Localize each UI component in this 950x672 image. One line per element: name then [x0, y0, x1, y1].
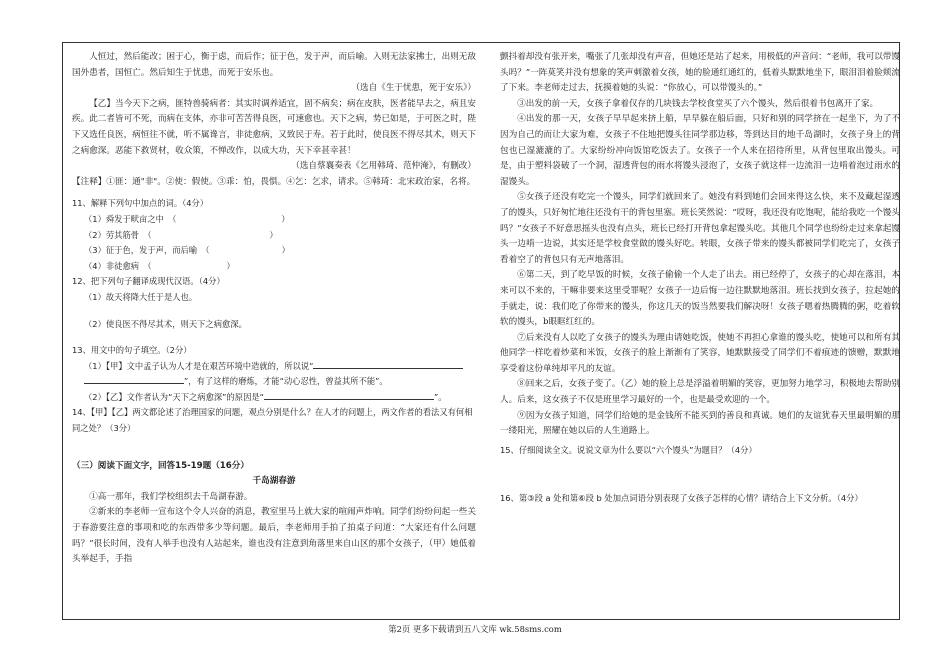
q13-item-2: （2）【乙】文作者认为“天下之病愈深”的原因是“ ”。: [84, 391, 447, 402]
question-13: 13、用文中的句子填空。（2分）: [72, 345, 192, 356]
story-para-4: ④出发的那一天，女孩子早早起来挤上船，早早躲在船后面，只好和别的同学挤在一起坐下，为了不因为自己的而让大家为难，女孩子不住地把馒头往同学那边移，等到达目的地千岛湖时，女孩子身上的背包也已湿漉漉的了。大家纷纷冲向饭馆吃饭去了。女孩子一个人来在招待所里，从背包里取出馒头。可是，由于塑料袋破了一个洞，湿透背包的雨水将馒头浸泡了，女孩子就这样一边流泪一边啃着泡过雨水的湿馒头。: [500, 114, 900, 187]
passage-b: 【乙】当今天下之病，匪特兽骑病者：其实时调养适宜，固不病矣；病在皮肤，医者能早去之，病且安疾。此二者皆可不死，而病在支体，亦非可苦苦得良医，可速愈也。天下之病，势已如是，于可医之时，陛下又选任良医，病恒往不就，听不属谗言，非徒愈病，又致民于寿。若于此时，使良医不得尽其术，则天下之病愈深。恶能下救贤材，收众策，不惮改作，以成大功，天下幸甚幸甚！: [72, 98, 476, 156]
q11-item-2: （2）劳其筋骨 （ ）: [84, 229, 278, 240]
q11-item-4: （4）非徒愈病 （ ）: [84, 260, 235, 271]
passage-b-source: （选自蔡襄奏表《乞用韩琦、范仲淹》，有删改）: [291, 161, 476, 172]
story-para-2: ②新来的李老师一宣布这个令人兴奋的消息，教室里马上就大家的喧闹声炸响。同学们纷纷问起一些关于春游要注意的事项和吃的东西带多少等问题。最后，李老师用手拍了拍桌子问道：“大家还有什么问题吗？”很长时间，没有人举手也没有人站起来，谁也没有注意到角落里来自山区的那个女孩子，（甲）她低着头举起手，手指: [72, 507, 477, 565]
question-15: 15、仔细阅读全文。说说文章为什么要以“六个馒头”为题目？（4分）: [500, 444, 757, 455]
section-3-heading: （三）阅读下面文字，回答15-19题（16分）: [72, 460, 249, 471]
right-column: [500, 50, 900, 507]
question-14: 14、【甲】【乙】两文都论述了治理国家的问题，观点分别是什么？在人才的问题上，两文作者的看法又有何相同之处？（3分）: [72, 407, 473, 434]
story-para-6: ⑥第二天，到了吃早饭的时候，女孩子偷偷一个人走了出去。雨已经停了，女孩子的心却在落泪，本来可以不来的，干嘛非要来这里受罪呢？女孩子一边后悔一边往默默地落泪。班长找到女孩子，拉起她的手就走，说：我们吃了你带来的馒头，你这几天的饭当然要我们解决呀！女孩子嗯着热腾腾的粥，吃着软软的馒头，b眼眶红红的。: [500, 270, 900, 328]
q12-item-2: （2）使良医不得尽其术，则天下之病愈深。: [84, 318, 247, 329]
question-12: 12、把下列句子翻译成现代汉语。（4分）: [72, 276, 225, 287]
q13-item-1: （1）【甲】文中孟子认为人才是在艰苦环境中造就的，所以说“: [84, 359, 476, 375]
story-para-9: ⑨因为女孩子知道，同学们给她的是金钱所不能买到的善良和真诚。她们的友谊犹春天里最明媚的那一缕阳光，照耀在她以后的人生道路上。: [500, 410, 900, 437]
story-para-7: ⑦后来没有人以吃了女孩子的馒头为理由请她吃饭，使她不再担心拿谁的馒头吃，使她可以和所有其他同学一样吃着炒菜和米饭，女孩子的脸上渐渐有了笑容，她默默接受了同学们不着痕迹的馈赠，默默地享受着这份单纯却平凡的友谊。: [500, 332, 900, 374]
passage-a-ending: 人恒过，然后能改；困于心，衡于虑，而后作；征于色，发于声，而后喻。入则无法家拂士，出则无敌国外患者，国恒亡。然后知生于忧患，而死于安乐也。: [72, 52, 476, 78]
story-para-1: ①高一那年，我们学校组织去千岛湖春游。: [89, 491, 253, 502]
left-column: [72, 50, 476, 568]
q12-item-1: （1）故天将降大任于是人也。: [84, 291, 198, 302]
page-footer: 第2页 更多下载请到五八文库 wk.58sms.com: [388, 624, 562, 634]
story-para-8: ⑧回来之后，女孩子变了。（乙）她的脸上总是浮溢着明媚的笑容，更加努力地学习，积极地去帮助别人。后来，这女孩子不仅是班里学习最好的一个，也是最受欢迎的一个。: [500, 379, 900, 406]
q11-item-1: （1）舜发于畎亩之中 （ ）: [84, 213, 290, 224]
story-title: 千岛湖春游: [252, 476, 296, 487]
story-para-5: ⑤女孩子还没有吃完一个馒头，同学们就回来了。她没有料到她们会回来得这么快，来不及藏起湿透了的馒头，只好匆忙地往还没有干的背包里塞。班长笑然说：“哎呀，我还没有吃饱呢，能给我吃一个馒头吗？”女孩子不好意思摇头也没有点头，班长已经打开背包拿起馒头吃。其他几个同学也纷纷走过来拿起馒头一边啃一边说，其实还是学校食堂做的馒头好吃。转眼，女孩子带来的馒头都被同学们吃完了，女孩子看着空了的背包只有无声地落泪。: [500, 192, 900, 265]
annotation-notes: 【注释】①匪：通"非"。②使：假使。③乖：怕，畏惧。④乞：乞求，请求。⑤韩琦：北宋政治家，名将。: [72, 176, 476, 187]
q11-item-3: （3）征于色，发于声，而后喻 （ ）: [84, 245, 290, 256]
question-11: 11、解释下列句中加点的词。（4分）: [72, 198, 209, 209]
question-16: 16、第③段 a 处和第⑥段 b 处加点词语分别表现了女孩子怎样的心情？请结合上下文分析。（4分）: [500, 493, 863, 504]
story-para-3: ③出发的前一天，女孩子拿着仅存的几块钱去学校食堂买了六个馒头，然后很着书包离开了家。: [517, 98, 879, 109]
passage-a-source: （选自《生于忧患，死于安乐》）: [351, 83, 476, 94]
story-para-2-cont: 颤抖着却没有张开来，嘴张了几张却没有声音，但她还是站了起来，用极低的声音问：“老师，我可以带馒头吗？”一阵莫笑并没有想象的笑声刺激着女孩，她的脸通红通红的，低着头默默地坐下，眼泪泪着脸颊流了下来。李老师走过去，抚摸着她的头说：“你放心，可以带馒头的。”: [500, 52, 900, 94]
q13-item-1b: ”，有了这样的磨炼，才能“动心忍性，曾益其所不能”。: [84, 374, 476, 390]
